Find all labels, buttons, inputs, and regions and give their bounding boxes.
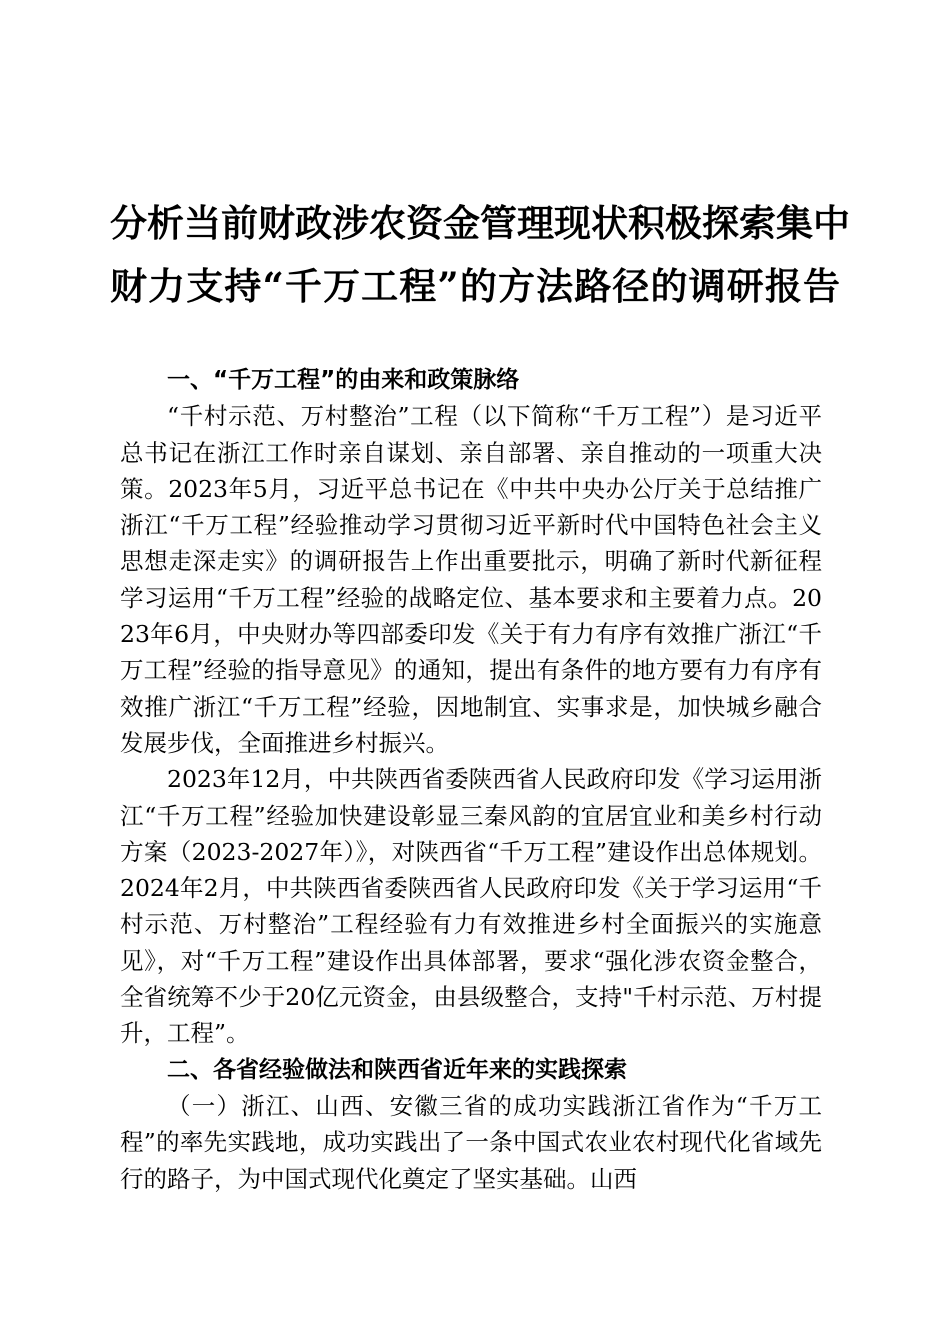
title-line-1: 分析当前财政涉农资金管理现状积极探索集中 <box>110 201 850 245</box>
section-heading-2: 二、各省经验做法和陕西省近年来的实践探索 <box>167 1056 627 1083</box>
paragraph-3: （一）浙江、山西、安徽三省的成功实践浙江省作为“千万工程”的率先实践地，成功实践出了一条中国式农业农村现代化省域先行的路子，为中国式现代化奠定了坚实基础。山西 <box>120 1091 822 1193</box>
section-heading-1: 一、“千万工程”的由来和政策脉络 <box>167 367 520 393</box>
document-body <box>120 362 822 1197</box>
document-title <box>110 192 850 318</box>
title-line-2: 财力支持“千万工程”的方法路径的调研报告 <box>110 264 840 308</box>
paragraph-2: 2023年12月，中共陕西省委陕西省人民政府印发《学习运用浙江“千万工程”经验加快建设彰显三秦风韵的宜居宜业和美乡村行动方案（2023-2027年）》，对陕西省“千万工程”建设作出总体规划。2024年2月，中共陕西省委陕西省人民政府印发《关于学习运用“千村示范、万村整治”工程经验有力有效推进乡村全面振兴的实施意见》，对“千万工程”建设作出具体部署，要求“强化涉农资金整合，全省统筹不少于20亿元资金，由县级整合，支持"千村示范、万村提升，工程”。 <box>120 765 822 1048</box>
paragraph-1: “千村示范、万村整治”工程（以下简称“千万工程”）是习近平总书记在浙江工作时亲自谋划、亲自部署、亲自推动的一项重大决策。2023年5月，习近平总书记在《中共中央办公厅关于总结推广浙江“千万工程”经验推动学习贯彻习近平新时代中国特色社会主义思想走深走实》的调研报告上作出重要批示，明确了新时代新征程学习运用“千万工程”经验的战略定位、基本要求和主要着力点。2023年6月，中央财办等四部委印发《关于有力有序有效推广浙江“千万工程”经验的指导意见》的通知，提出有条件的地方要有力有序有效推广浙江“千万工程”经验，因地制宜、实事求是，加快城乡融合发展步伐，全面推进乡村振兴。 <box>120 402 822 757</box>
